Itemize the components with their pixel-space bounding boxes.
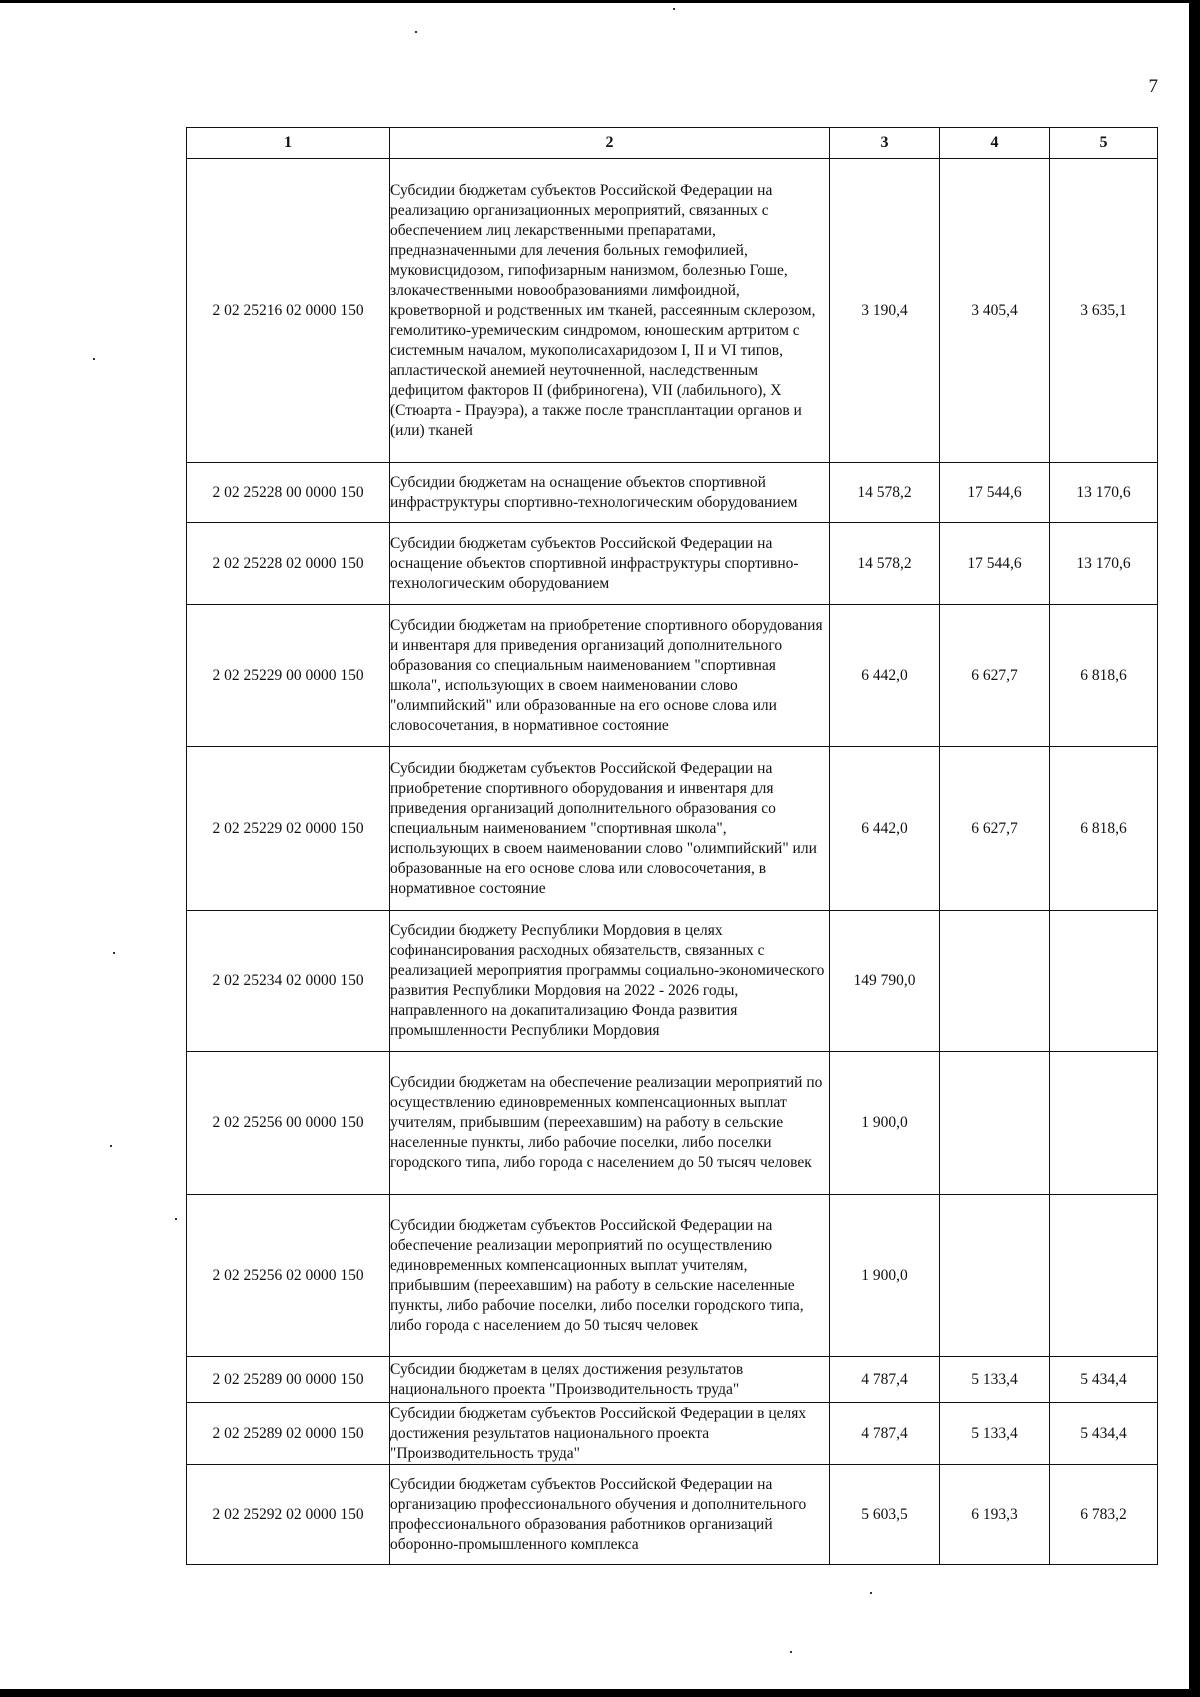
table-row: [187, 1403, 1158, 1465]
budget-code: 2 02 25256 00 0000 150: [187, 1052, 390, 1195]
revenue-name: Субсидии бюджетам субъектов Российской Федерации на приобретение спортивного оборудования и инвентаря для приведения организаций дополнительного образования со специальным наименованием "спортивная школа", использующих в своем наименовании слово "олимпийский" или образованные на его основе слова или словосочетания, в нормативное состояние: [390, 747, 830, 911]
table-header: [187, 128, 1158, 159]
amount-col-3: 4 787,4: [830, 1403, 940, 1465]
amount-col-5: 13 170,6: [1050, 523, 1158, 605]
column-header-5: 5: [1050, 128, 1158, 159]
column-header-4: 4: [940, 128, 1050, 159]
amount-col-5: [1050, 1052, 1158, 1195]
table-body: [187, 159, 1158, 1565]
budget-code: 2 02 25234 02 0000 150: [187, 911, 390, 1052]
amount-col-3: 1 900,0: [830, 1052, 940, 1195]
amount-col-3: 6 442,0: [830, 747, 940, 911]
table-row: [187, 747, 1158, 911]
scan-speck: [175, 1218, 177, 1220]
revenue-name: Субсидии бюджету Республики Мордовия в целях софинансирования расходных обязательств, связанных с реализацией мероприятия программы социально-экономического развития Республики Мордовия на 2022 - 2026 годы, направленного на докапитализацию Фонда развития промышленности Республики Мордовия: [390, 911, 830, 1052]
scan-border-top: [0, 0, 1200, 3]
amount-col-4: 3 405,4: [940, 159, 1050, 463]
revenue-name: Субсидии бюджетам субъектов Российской Федерации в целях достижения результатов национального проекта "Производительность труда": [390, 1403, 830, 1465]
amount-col-3: 4 787,4: [830, 1357, 940, 1403]
column-header-1: 1: [187, 128, 390, 159]
budget-revenue-table: [186, 127, 1158, 1565]
amount-col-4: 6 627,7: [940, 605, 1050, 747]
scan-border-right: [1189, 0, 1200, 1697]
table-row: [187, 1465, 1158, 1565]
amount-col-3: 6 442,0: [830, 605, 940, 747]
amount-col-4: 6 193,3: [940, 1465, 1050, 1565]
amount-col-5: [1050, 1195, 1158, 1357]
budget-code: 2 02 25289 02 0000 150: [187, 1403, 390, 1465]
amount-col-5: 13 170,6: [1050, 463, 1158, 523]
scan-speck: [415, 31, 417, 33]
scan-speck: [113, 952, 115, 954]
scan-speck: [790, 1651, 792, 1653]
revenue-name: Субсидии бюджетам субъектов Российской Федерации на организацию профессионального обучения и дополнительного профессионального образования работников организаций оборонно-промышленного комплекса: [390, 1465, 830, 1565]
budget-code: 2 02 25292 02 0000 150: [187, 1465, 390, 1565]
column-header-3: 3: [830, 128, 940, 159]
budget-code: 2 02 25289 00 0000 150: [187, 1357, 390, 1403]
amount-col-3: 1 900,0: [830, 1195, 940, 1357]
revenue-name: Субсидии бюджетам субъектов Российской Федерации на реализацию организационных мероприятий, связанных с обеспечением лиц лекарственными препаратами, предназначенными для лечения больных гемофилией, муковисцидозом, гипофизарным нанизмом, болезнью Гоше, злокачественными новообразованиями лимфоидной, кроветворной и родственных им тканей, рассеянным склерозом, гемолитико-уремическим синдромом, юношеским артритом с системным началом, мукополисахаридозом I, II и VI типов, апластической анемией неуточненной, наследственным дефицитом факторов II (фибриногена), VII (лабильного), X (Стюарта - Прауэра), а также после трансплантации органов и (или) тканей: [390, 159, 830, 463]
budget-code: 2 02 25228 02 0000 150: [187, 523, 390, 605]
scan-speck: [673, 8, 675, 10]
revenue-name: Субсидии бюджетам на приобретение спортивного оборудования и инвентаря для приведения организаций дополнительного образования со специальным наименованием "спортивная школа", использующих в своем наименовании слово "олимпийский" или образованные на его основе слова или словосочетания, в нормативное состояние: [390, 605, 830, 747]
page-number: 7: [1148, 76, 1158, 97]
budget-code: 2 02 25216 02 0000 150: [187, 159, 390, 463]
amount-col-3: 3 190,4: [830, 159, 940, 463]
amount-col-5: 3 635,1: [1050, 159, 1158, 463]
revenue-name: Субсидии бюджетам субъектов Российской Федерации на оснащение объектов спортивной инфраструктуры спортивно-технологическим оборудованием: [390, 523, 830, 605]
amount-col-3: 149 790,0: [830, 911, 940, 1052]
revenue-name: Субсидии бюджетам в целях достижения результатов национального проекта "Производительность труда": [390, 1357, 830, 1403]
budget-code: 2 02 25229 00 0000 150: [187, 605, 390, 747]
budget-code: 2 02 25229 02 0000 150: [187, 747, 390, 911]
table-row: [187, 523, 1158, 605]
amount-col-4: 17 544,6: [940, 523, 1050, 605]
amount-col-3: 14 578,2: [830, 463, 940, 523]
amount-col-4: 17 544,6: [940, 463, 1050, 523]
revenue-name: Субсидии бюджетам на обеспечение реализации мероприятий по осуществлению единовременных компенсационных выплат учителям, прибывшим (переехавшим) на работу в сельские населенные пункты, либо рабочие поселки, либо поселки городского типа, либо города с населением до 50 тысяч человек: [390, 1052, 830, 1195]
amount-col-4: [940, 1195, 1050, 1357]
amount-col-5: 6 818,6: [1050, 605, 1158, 747]
amount-col-4: [940, 911, 1050, 1052]
amount-col-5: [1050, 911, 1158, 1052]
amount-col-4: [940, 1052, 1050, 1195]
amount-col-3: 14 578,2: [830, 523, 940, 605]
scan-speck: [110, 1145, 112, 1147]
amount-col-5: 5 434,4: [1050, 1403, 1158, 1465]
table-row: [187, 159, 1158, 463]
budget-code: 2 02 25228 00 0000 150: [187, 463, 390, 523]
column-header-2: 2: [390, 128, 830, 159]
amount-col-4: 6 627,7: [940, 747, 1050, 911]
revenue-name: Субсидии бюджетам на оснащение объектов спортивной инфраструктуры спортивно-технологическим оборудованием: [390, 463, 830, 523]
scan-speck: [93, 358, 95, 360]
scan-border-bottom: [0, 1689, 1200, 1697]
amount-col-5: 6 818,6: [1050, 747, 1158, 911]
table-row: [187, 911, 1158, 1052]
revenue-name: Субсидии бюджетам субъектов Российской Федерации на обеспечение реализации мероприятий по осуществлению единовременных компенсационных выплат учителям, прибывшим (переехавшим) на работу в сельские населенные пункты, либо рабочие поселки, либо поселки городского типа, либо города с населением до 50 тысяч человек: [390, 1195, 830, 1357]
amount-col-3: 5 603,5: [830, 1465, 940, 1565]
amount-col-4: 5 133,4: [940, 1403, 1050, 1465]
scan-speck: [870, 1592, 872, 1594]
table-row: [187, 1052, 1158, 1195]
budget-code: 2 02 25256 02 0000 150: [187, 1195, 390, 1357]
amount-col-5: 6 783,2: [1050, 1465, 1158, 1565]
amount-col-4: 5 133,4: [940, 1357, 1050, 1403]
amount-col-5: 5 434,4: [1050, 1357, 1158, 1403]
header-row: [187, 128, 1158, 159]
table-row: [187, 605, 1158, 747]
table-row: [187, 1195, 1158, 1357]
table-row: [187, 463, 1158, 523]
table-row: [187, 1357, 1158, 1403]
